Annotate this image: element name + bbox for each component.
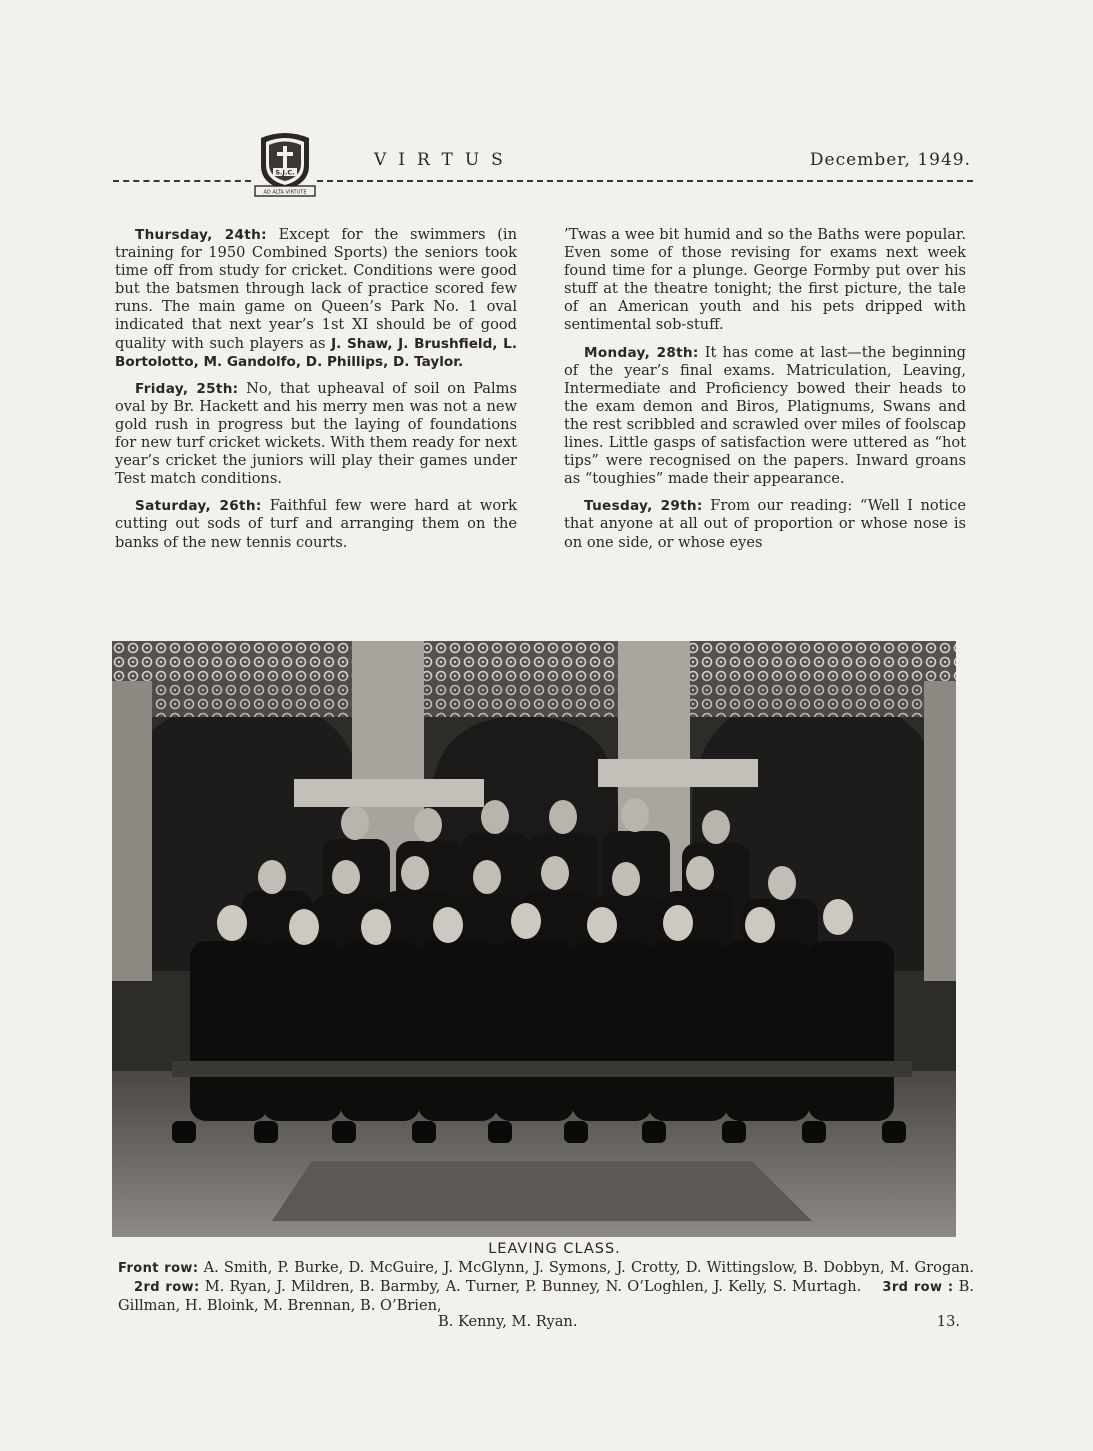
diary-entry — [115, 380, 517, 489]
second-row-names: M. Ryan, J. Mildren, B. Barmby, A. Turner, P. Bunney, N. O’Loghlen, J. Kelly, S. Murtagh. — [204, 1278, 862, 1295]
diary-entry — [564, 344, 966, 489]
entry-text: It has come at last—the beginning of the year’s final exams. Matriculation, Leaving, Intermediate and Proficiency bowed their heads to the exam demon and Biros, Platignums, Swans and the rest scribbled and scrawled over miles of foolscap lines. Little gasps of satisfaction were uttered as “hot tips” were recognised on the papers. Inward groans as “toughies” made their appearance. — [564, 343, 966, 488]
photograph-image-icon — [112, 641, 956, 1237]
diary-entry — [564, 497, 966, 551]
player-names: J. Shaw, J. Brushfield, L. Bortolotto, M. Gandolfo, D. Phillips, D. Taylor. — [115, 335, 517, 370]
crest-initials: S.J.C. — [275, 168, 295, 177]
entry-date: Thursday, 24th: — [135, 227, 267, 243]
photo-caption — [118, 1259, 974, 1315]
class-photograph — [112, 641, 956, 1237]
left-column — [115, 226, 517, 561]
photo-caption-title: LEAVING CLASS. — [488, 1241, 621, 1257]
page-header — [113, 128, 973, 198]
entry-text: From our reading: “Well I notice that anyone at all out of proportion or whose nose is on one side, or whose eyes — [564, 497, 966, 551]
publication-title: VIRTUS — [374, 150, 515, 170]
page-number: 13. — [936, 1313, 960, 1330]
row-label-second: 2rd row: — [134, 1280, 200, 1295]
third-row-names-end: B. Kenny, M. Ryan. — [438, 1313, 578, 1330]
row-label-front: Front row: — [118, 1261, 199, 1276]
entry-date: Friday, 25th: — [135, 380, 239, 397]
third-row-names: B. Gillman, H. Bloink, M. Brennan, B. O’Brien, — [118, 1278, 974, 1314]
header-rule-left — [113, 180, 251, 182]
right-column — [564, 226, 966, 561]
entry-text: Except for the swimmers (in training for 1950 Combined Sports) the seniors took time off from study for cricket. Conditions were good but the batsmen through lack of practice scored few runs. The main game on Queen’s Park No. 1 oval indicated that next year’s 1st XI should be of good quality with such players as — [115, 226, 517, 352]
diary-entry — [564, 226, 966, 335]
school-crest-icon — [253, 130, 317, 198]
entry-text: ’Twas a wee bit humid and so the Baths were popular. Even some of those revising for exams next week found time for a plunge. George Formby put over his stuff at the theatre tonight; the first picture, the tale of an American youth and his pets dripped with sentimental sob-stuff. — [564, 226, 966, 334]
entry-date: Tuesday, 29th: — [584, 498, 703, 515]
crest-motto: AD ALTA VIRTUTE — [263, 189, 307, 196]
entry-date: Saturday, 26th: — [135, 498, 262, 515]
entry-text: Faithful few were hard at work cutting out sods of turf and arranging them on the banks of the new tennis courts. — [115, 497, 518, 551]
issue-date: December, 1949. — [809, 150, 971, 170]
entry-date: Monday, 28th: — [584, 344, 699, 361]
front-row-names: A. Smith, P. Burke, D. McGuire, J. McGlynn, J. Symons, J. Crotty, D. Wittingslow, B. Dobbyn, M. Grogan. — [203, 1259, 975, 1276]
diary-entry — [115, 497, 517, 551]
caption-last-line — [118, 1313, 974, 1331]
entry-text: No, that upheaval of soil on Palms oval by Br. Hackett and his merry men was not a new gold rush in progress but the laying of foundations for new turf cricket wickets. With them ready for next year’s cricket the juniors will play their games under Test match conditions. — [115, 379, 518, 488]
diary-entry — [115, 226, 517, 371]
row-label-third: 3rd row : — [882, 1280, 954, 1295]
header-rule-right — [317, 180, 973, 182]
